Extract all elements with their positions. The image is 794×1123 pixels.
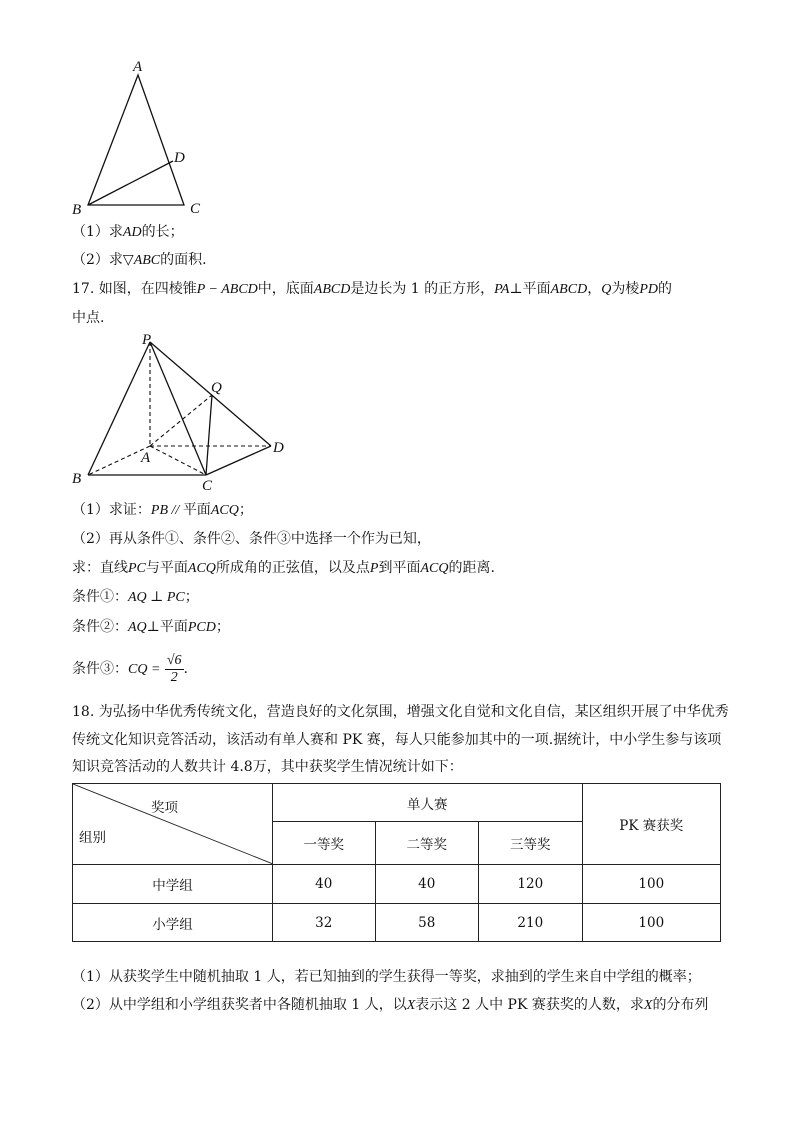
label-c: C [202, 478, 213, 492]
math-run: AQ ⊥ PC [128, 590, 185, 605]
text-run: 的距离. [448, 560, 495, 576]
text-run: 平面 [182, 502, 211, 518]
text-run: 所成角的正弦值，以及点 [215, 560, 370, 576]
cell-second: 40 [375, 865, 479, 904]
row-group-label: 中学组 [73, 865, 273, 904]
q16-part1-math: AD [122, 225, 142, 240]
text-run: 中，底面 [257, 281, 314, 297]
q16-part1-suffix: 的长； [141, 224, 184, 240]
q16-part2-math: ▽ABC [122, 253, 161, 268]
math-run: Q [601, 282, 612, 297]
header-single-contest: 单人赛 [272, 784, 582, 822]
text-run: 的分布列 [652, 997, 709, 1013]
text-run: 17. 如图，在四棱锥 [72, 281, 197, 297]
cond3-prefix: 条件③： [72, 661, 128, 677]
row-group-label: 小学组 [73, 904, 273, 942]
label-p: P [142, 332, 152, 348]
cell-first: 40 [272, 865, 375, 904]
cond3-fraction [165, 653, 184, 686]
triangle-abc [88, 75, 184, 205]
label-d: D [174, 150, 185, 166]
math-run: PD [639, 282, 658, 297]
math-run: ABCD [550, 282, 588, 297]
q17-stem-line2: 中点. [72, 310, 105, 326]
math-run: PA [494, 282, 510, 297]
text-run: 到平面 [378, 560, 421, 576]
math-run: P [369, 561, 379, 576]
text-run: ， [587, 281, 602, 297]
math-run: AQ [128, 620, 147, 635]
label-d: D [273, 440, 284, 456]
q16-part2 [72, 250, 207, 271]
header-pk-award: PK 赛获奖 [582, 784, 720, 865]
segment-ac [150, 446, 206, 475]
corner-header-group: 组别 [79, 830, 106, 846]
math-run: PC [128, 561, 146, 576]
q16-part1-prefix: （1）求 [72, 224, 123, 240]
text-run: ； [184, 589, 199, 605]
math-run: ACQ [210, 503, 239, 518]
label-b: B [72, 202, 82, 218]
text-run: 表示这 2 人中 PK 赛获奖的人数，求 [415, 997, 644, 1013]
segment-cq [206, 395, 212, 475]
math-run: ACQ [187, 561, 216, 576]
segment-bd [88, 161, 173, 205]
cond3-numerator: √6 [166, 652, 182, 668]
corner-header-award: 奖项 [151, 800, 178, 816]
text-run: 与平面 [145, 560, 188, 576]
math-run: ACQ [420, 561, 449, 576]
label-a: A [141, 450, 151, 466]
q17-condition-3 [72, 650, 188, 689]
math-run: X [406, 998, 416, 1013]
label-q: Q [211, 380, 222, 396]
q18-stem-line1: 18. 为弘扬中华优秀传统文化，营造良好的文化氛围，增强文化自觉和文化自信，某区组织开展了中华优秀 [72, 704, 729, 720]
q17-condition-2 [72, 617, 230, 638]
q18-part1: （1）从获奖学生中随机抽取 1 人，若已知抽到的学生获得一等奖，求抽到的学生来自中学组的概率； [72, 969, 701, 985]
text-run: ； [215, 619, 230, 635]
text-run: ⊥平面 [509, 281, 551, 297]
q17-stem-line1 [72, 279, 672, 300]
cell-pk: 100 [582, 865, 720, 904]
pyramid-figure [68, 330, 298, 492]
cond3-suffix: . [183, 661, 188, 677]
q16-part2-prefix: （2）求 [72, 252, 123, 268]
cell-third: 120 [479, 865, 583, 904]
q18-part2 [72, 995, 708, 1016]
label-a: A [133, 59, 143, 75]
text-run: ； [238, 502, 253, 518]
math-run: ABCD [313, 282, 351, 297]
text-run: 是边长为 1 的正方形， [350, 281, 495, 297]
q18-stem-line2: 传统文化知识竞答活动，该活动有单人赛和 PK 赛，每人只能参加其中的一项.据统计，中小学生参与该项 [72, 732, 722, 748]
cond3-lhs: CQ = [128, 662, 161, 677]
award-table [72, 783, 721, 942]
table-corner-cell [73, 784, 273, 865]
text-run: 条件①： [72, 589, 128, 605]
text-run: 求：直线 [72, 560, 128, 576]
label-c: C [190, 201, 201, 217]
text-run: （1）求证： [72, 502, 151, 518]
text-run: 的 [657, 281, 672, 297]
math-run: P − ABCD [196, 282, 258, 297]
edge-cd [206, 446, 271, 475]
cell-pk: 100 [582, 904, 720, 942]
table-row [73, 865, 721, 904]
header-second-prize: 二等奖 [375, 822, 479, 865]
cell-third: 210 [479, 904, 583, 942]
triangle-figure [60, 55, 230, 220]
math-run: PCD [187, 620, 216, 635]
q17-part1 [72, 500, 253, 521]
q17-condition-1 [72, 587, 199, 608]
cell-first: 32 [272, 904, 375, 942]
text-run: （2）从中学组和小学组获奖者中各随机抽取 1 人，以 [72, 997, 407, 1013]
cell-second: 58 [375, 904, 479, 942]
cond3-denominator: 2 [170, 669, 178, 685]
table-row [73, 904, 721, 942]
q18-stem-line3: 知识竞答活动的人数共计 4.8万，其中获奖学生情况统计如下： [72, 759, 463, 775]
q17-part2-ask [72, 558, 495, 579]
label-b: B [72, 471, 82, 487]
segment-aq [150, 395, 212, 446]
header-first-prize: 一等奖 [272, 822, 375, 865]
q17-part2: （2）再从条件①、条件②、条件③中选择一个作为已知， [72, 531, 431, 547]
header-third-prize: 三等奖 [479, 822, 583, 865]
q16-part2-suffix: 的面积. [160, 252, 207, 268]
text-run: ⊥平面 [146, 619, 188, 635]
text-run: 为棱 [611, 281, 640, 297]
q16-part1 [72, 222, 184, 243]
edge-pc [150, 342, 206, 475]
text-run: 条件②： [72, 619, 128, 635]
math-run: X [643, 998, 653, 1013]
math-run: PB // [150, 503, 183, 518]
